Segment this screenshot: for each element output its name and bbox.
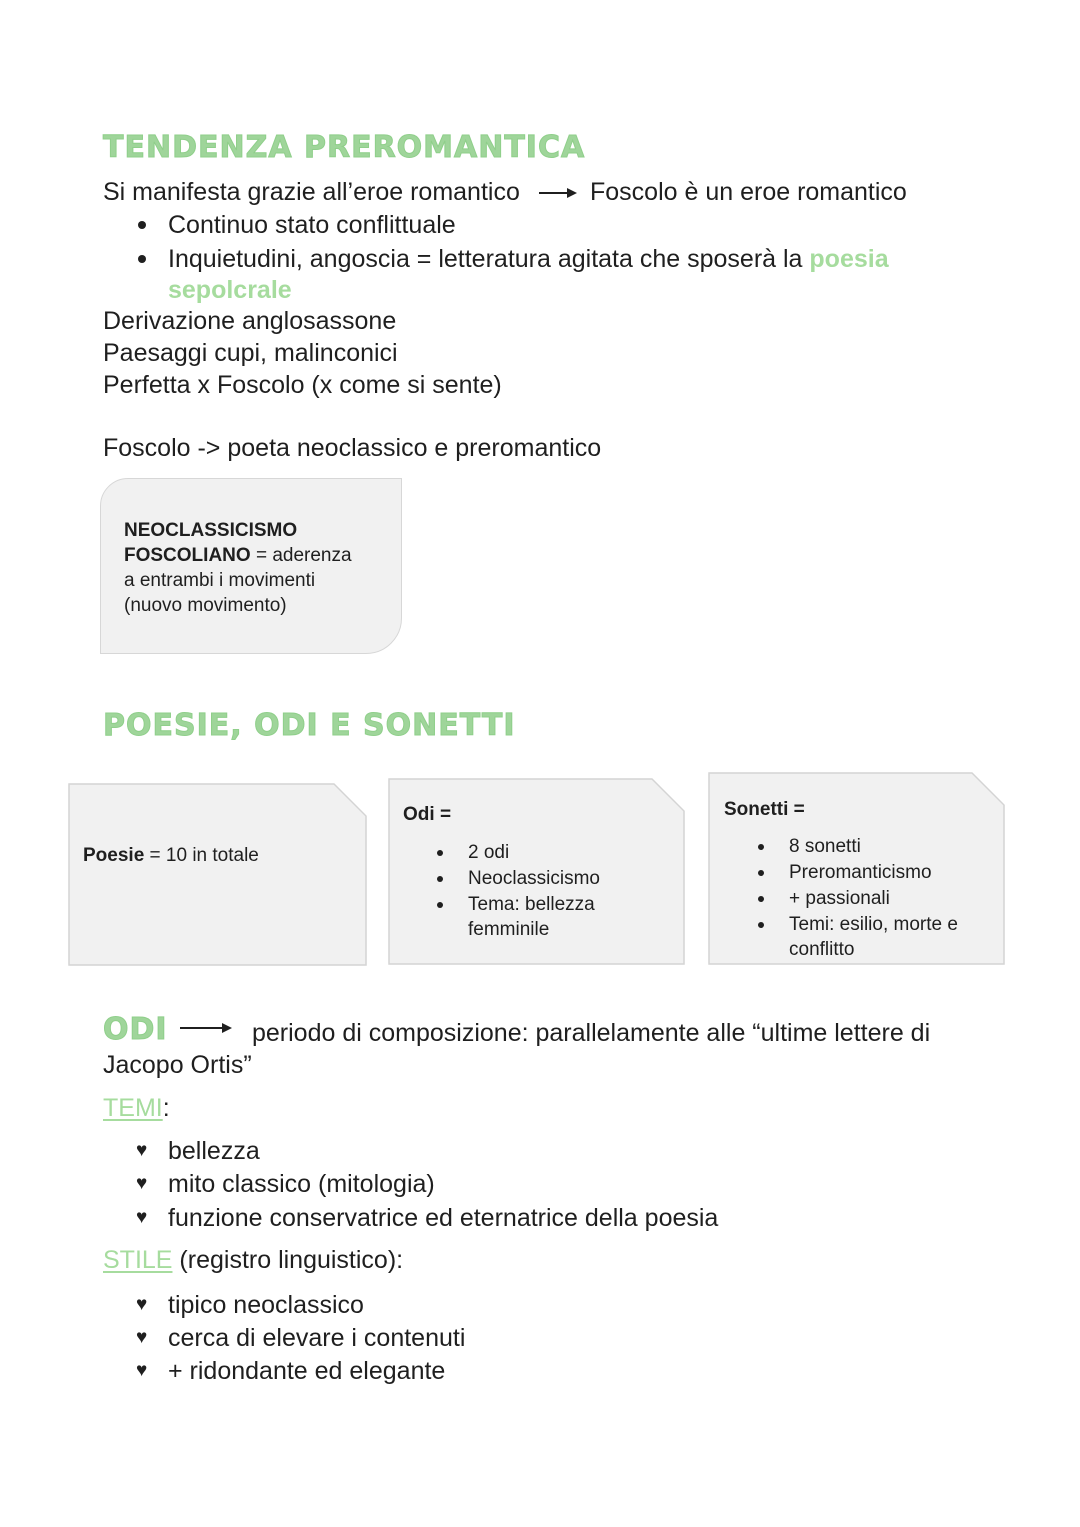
neo-rest-2: = aderenza [250, 545, 352, 566]
bullet-icon [758, 896, 764, 902]
section-title-tendenza: TENDENZA PREROMANTICA [103, 130, 586, 165]
sonetti-item-2: Preromanticismo [789, 862, 932, 883]
odi-item-2: Neoclassicismo [468, 868, 600, 889]
neo-bold-2: FOSCOLIANO [124, 545, 251, 566]
odi-item-1: 2 odi [468, 842, 510, 863]
odi-item-3b: femminile [468, 919, 550, 940]
neo-line-1 [124, 518, 297, 543]
summary-line: Foscolo -> poeta neoclassico e preromantico [103, 434, 602, 462]
sonetti-item-1: 8 sonetti [789, 836, 861, 857]
arrow-right-icon [180, 1021, 236, 1035]
heart-icon: ♥ [136, 1294, 148, 1315]
bullet-icon [758, 870, 764, 876]
bullet-icon [437, 850, 443, 856]
neo-line-2 [124, 543, 352, 568]
sonetti-item-4: Temi: esilio, morte e [789, 914, 958, 935]
stile-item-3: + ridondante ed elegante [168, 1357, 446, 1385]
odi-item-3: Tema: bellezza [468, 894, 595, 915]
temi-item-2: mito classico (mitologia) [168, 1170, 435, 1198]
stile-item-1: tipico neoclassico [168, 1291, 364, 1319]
bullet-icon [758, 844, 764, 850]
heart-icon: ♥ [136, 1140, 148, 1161]
sonetti-item-4b: conflitto [789, 939, 855, 960]
section-title-poesie: POESIE, ODI E SONETTI [103, 708, 516, 743]
temi-label: TEMI [103, 1094, 163, 1122]
poesie-card [68, 783, 368, 967]
stile-rest: (registro linguistico): [172, 1246, 404, 1274]
bullet-icon [138, 255, 146, 263]
arrow-right-icon [539, 186, 579, 200]
highlight-poesia: poesia [809, 245, 889, 273]
bullet-icon [758, 922, 764, 928]
bullet-icon [138, 221, 146, 229]
temi-label-line [103, 1092, 170, 1124]
neo-bold-1: NEOCLASSICISMO [124, 520, 298, 541]
odi-title [403, 802, 451, 827]
neo-line-4: (nuovo movimento) [124, 595, 287, 616]
heart-icon: ♥ [136, 1207, 148, 1228]
bullet-icon [437, 876, 443, 882]
line-paesaggi: Paesaggi cupi, malinconici [103, 339, 398, 367]
odi-title-text: Odi = [403, 804, 452, 825]
stile-item-2: cerca di elevare i contenuti [168, 1324, 466, 1352]
stile-label: STILE [103, 1246, 173, 1274]
bullet-icon [437, 902, 443, 908]
poesie-text [83, 843, 259, 868]
intro-left: Si manifesta grazie all’eroe romantico [103, 178, 520, 206]
odi-text-1: periodo di composizione: parallelamente alle “ultime lettere di [252, 1019, 931, 1047]
sonetti-title-bold: Sonetti = [724, 799, 805, 820]
neo-line-3: a entrambi i movimenti [124, 570, 316, 591]
heart-icon: ♥ [136, 1360, 148, 1381]
temi-item-1: bellezza [168, 1137, 260, 1165]
bullet-1: Continuo stato conflittuale [168, 211, 456, 239]
temi-item-3: funzione conservatrice ed eternatrice della poesia [168, 1204, 719, 1232]
sonetti-title [724, 797, 805, 822]
heart-icon: ♥ [136, 1327, 148, 1348]
intro-right: Foscolo è un eroe romantico [590, 178, 907, 206]
bullet-2-text: Inquietudini, angoscia = letteratura agitata che sposerà la [168, 245, 803, 273]
poesie-bold: Poesie [83, 845, 145, 866]
highlight-sepolcrale: sepolcrale [168, 276, 292, 304]
stile-label-line [103, 1244, 403, 1276]
odi-text-2: Jacopo Ortis” [103, 1051, 252, 1079]
heart-icon: ♥ [136, 1173, 148, 1194]
sonetti-item-3: + passionali [789, 888, 890, 909]
line-derivazione: Derivazione anglosassone [103, 307, 397, 335]
section-title-odi: ODI [103, 1012, 168, 1047]
line-perfetta: Perfetta x Foscolo (x come si sente) [103, 371, 502, 399]
bullet-2 [168, 243, 889, 275]
temi-colon: : [162, 1094, 170, 1122]
poesie-rest: = 10 in totale [144, 845, 259, 866]
